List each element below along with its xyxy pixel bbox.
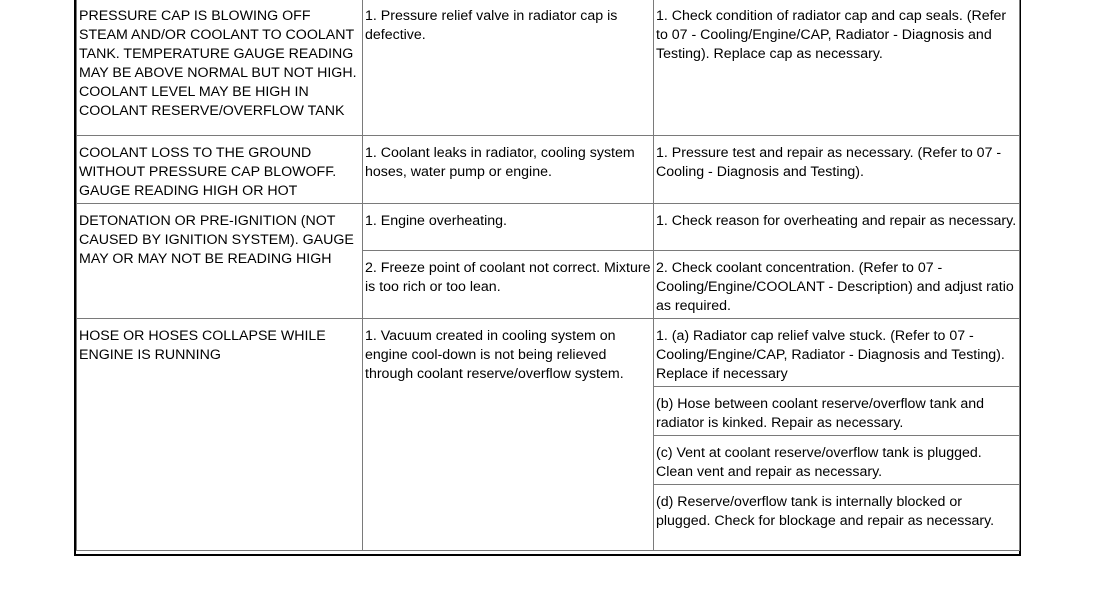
correction-cell: (d) Reserve/overflow tank is internally blocked or plugged. Check for blockage and repair as necessary. bbox=[654, 485, 1020, 551]
condition-cell: DETONATION OR PRE-IGNITION (NOT CAUSED BY IGNITION SYSTEM). GAUGE MAY OR MAY NOT BE READING HIGH bbox=[77, 204, 363, 319]
table-row bbox=[77, 136, 1020, 204]
correction-cell: 1. Pressure test and repair as necessary. (Refer to 07 - Cooling - Diagnosis and Testing). bbox=[654, 136, 1020, 204]
table-row bbox=[77, 204, 1020, 251]
table-row bbox=[77, 319, 1020, 387]
correction-cell: 1. Check reason for overheating and repair as necessary. bbox=[654, 204, 1020, 251]
condition-cell: PRESSURE CAP IS BLOWING OFF STEAM AND/OR COOLANT TO COOLANT TANK. TEMPERATURE GAUGE READING MAY BE ABOVE NORMAL BUT NOT HIGH. COOLANT LEVEL MAY BE HIGH IN COOLANT RESERVE/OVERFLOW TANK bbox=[77, 0, 363, 136]
diagnosis-table-container bbox=[74, 0, 1021, 556]
cause-cell: 1. Vacuum created in cooling system on engine cool-down is not being relieved through coolant reserve/overflow system. bbox=[363, 319, 654, 551]
condition-cell: COOLANT LOSS TO THE GROUND WITHOUT PRESSURE CAP BLOWOFF. GAUGE READING HIGH OR HOT bbox=[77, 136, 363, 204]
table-row bbox=[77, 0, 1020, 136]
cause-cell: 1. Coolant leaks in radiator, cooling system hoses, water pump or engine. bbox=[363, 136, 654, 204]
correction-cell: 2. Check coolant concentration. (Refer to 07 - Cooling/Engine/COOLANT - Description) and adjust ratio as required. bbox=[654, 251, 1020, 319]
correction-cell: 1. Check condition of radiator cap and cap seals. (Refer to 07 - Cooling/Engine/CAP, Radiator - Diagnosis and Testing). Replace cap as necessary. bbox=[654, 0, 1020, 136]
correction-cell: 1. (a) Radiator cap relief valve stuck. (Refer to 07 - Cooling/Engine/CAP, Radiator - Diagnosis and Testing). Replace if necessary bbox=[654, 319, 1020, 387]
condition-cell: HOSE OR HOSES COLLAPSE WHILE ENGINE IS RUNNING bbox=[77, 319, 363, 551]
cause-cell: 1. Pressure relief valve in radiator cap is defective. bbox=[363, 0, 654, 136]
diagnosis-table bbox=[76, 0, 1020, 551]
cause-cell: 2. Freeze point of coolant not correct. Mixture is too rich or too lean. bbox=[363, 251, 654, 319]
cause-cell: 1. Engine overheating. bbox=[363, 204, 654, 251]
correction-cell: (c) Vent at coolant reserve/overflow tank is plugged. Clean vent and repair as necessary. bbox=[654, 436, 1020, 485]
correction-cell: (b) Hose between coolant reserve/overflow tank and radiator is kinked. Repair as necessary. bbox=[654, 387, 1020, 436]
